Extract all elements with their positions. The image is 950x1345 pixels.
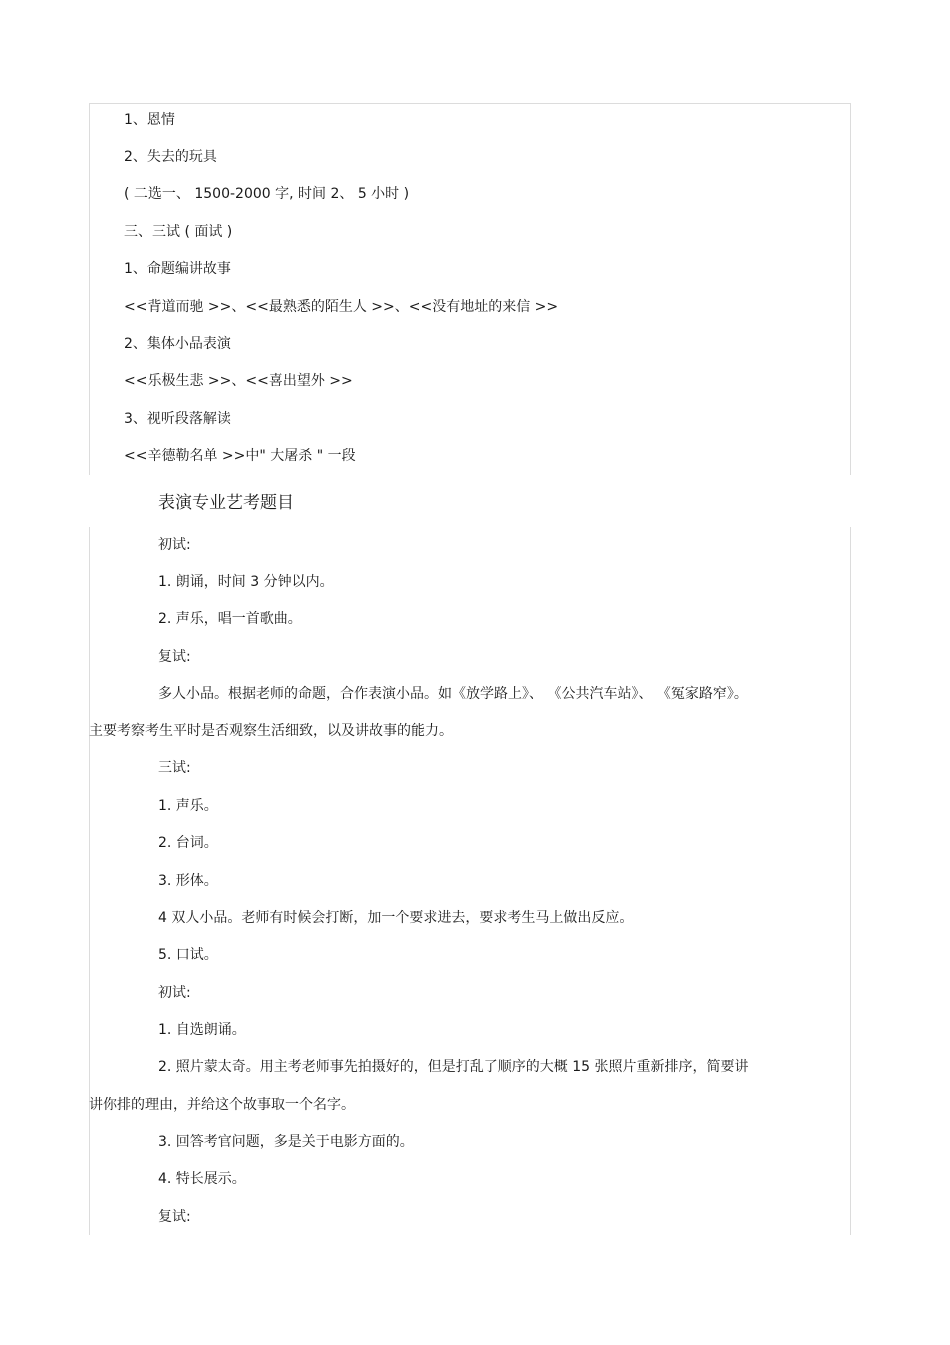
text-line: 3. 回答考官问题，多是关于电影方面的。 (158, 1134, 414, 1150)
text-line: 三、三试 ( 面试 ) (124, 224, 233, 240)
text-line: 1、命题编讲故事 (124, 261, 231, 277)
text-line: 2、集体小品表演 (124, 336, 231, 352)
text-line: 讲你排的理由，并给这个故事取一个名字。 (89, 1097, 355, 1113)
text-line: 初试: (158, 985, 191, 1001)
text-line: 2. 声乐，唱一首歌曲。 (158, 611, 302, 627)
text-line: 2. 台词。 (158, 835, 218, 851)
text-line: <<背道而驰 >>、<<最熟悉的陌生人 >>、<<没有地址的来信 >> (124, 299, 559, 315)
text-line: 2、失去的玩具 (124, 149, 217, 165)
section-title: 表演专业艺考题目 (158, 493, 294, 513)
text-line: 三试: (158, 760, 191, 776)
text-line: 初试: (158, 537, 191, 553)
text-line: 1. 声乐。 (158, 798, 218, 814)
text-line: 1、恩情 (124, 112, 175, 128)
text-line: 2. 照片蒙太奇。用主考老师事先拍摄好的，但是打乱了顺序的大概 15 张照片重新排序，简要讲 (158, 1059, 749, 1075)
text-line: 1. 朗诵，时间 3 分钟以内。 (158, 574, 334, 590)
text-line: 1. 自选朗诵。 (158, 1022, 246, 1038)
text-line: 3. 形体。 (158, 873, 218, 889)
text-line: 主要考察考生平时是否观察生活细致，以及讲故事的能力。 (89, 723, 453, 739)
text-line: <<乐极生悲 >>、<<喜出望外 >> (124, 373, 353, 389)
text-line: 3、视听段落解读 (124, 411, 231, 427)
text-line: 4 双人小品。老师有时候会打断，加一个要求进去，要求考生马上做出反应。 (158, 910, 634, 926)
text-line: 5. 口试。 (158, 947, 218, 963)
text-line: 复试: (158, 649, 191, 665)
text-line: ( 二选一、 1500-2000 字, 时间 2、 5 小时 ) (124, 186, 410, 202)
text-line: <<辛德勒名单 >>中" 大屠杀 " 一段 (124, 448, 356, 464)
text-line: 复试: (158, 1209, 191, 1225)
text-line: 多人小品。根据老师的命题，合作表演小品。如《放学路上》、 《公共汽车站》、 《冤家路窄》。 (158, 686, 748, 702)
text-line: 4. 特长展示。 (158, 1171, 246, 1187)
